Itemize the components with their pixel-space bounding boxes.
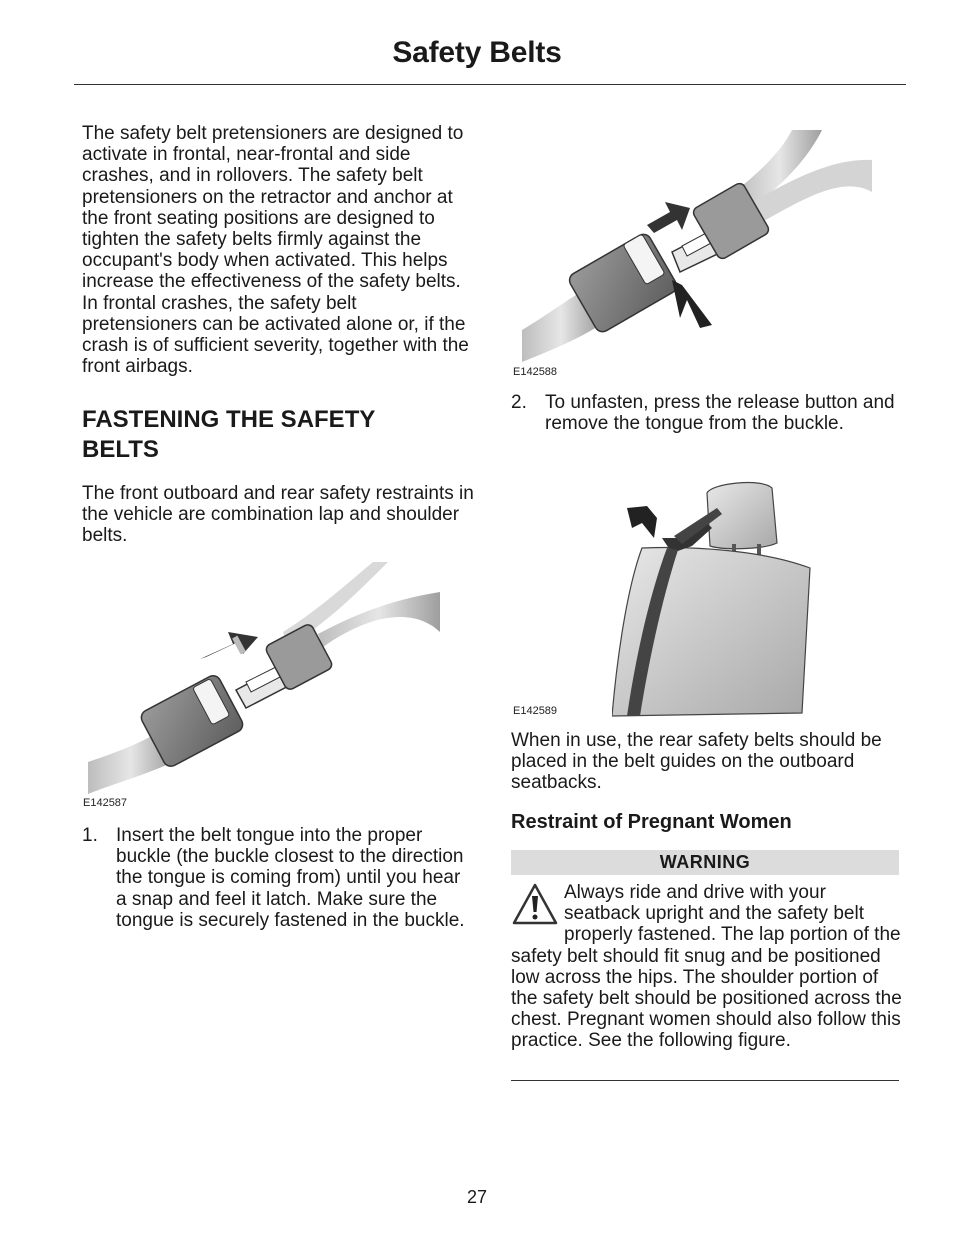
pregnant-women-subheading: Restraint of Pregnant Women [511,811,792,833]
warning-end-divider [511,1080,899,1081]
step-1-number: 1. [82,825,98,846]
combination-belts-paragraph: The front outboard and rear safety restraints in the vehicle are combination lap and shoulder belts. [82,483,474,547]
title-divider [74,84,906,85]
warning-text [511,882,903,1052]
pull-arrow-icon [647,202,690,233]
step-2-text: To unfasten, press the release button and remove the tongue from the buckle. [545,392,895,435]
warning-icon-spacer [511,882,564,945]
warning-bar: WARNING [511,850,899,875]
page-number: 27 [466,1187,488,1207]
belt-insert-illustration [88,562,440,800]
step-1-text: Insert the belt tongue into the proper buckle (the buckle closest to the direction the tongue is coming from) until you hear a snap and feel it latch. Make sure the tongue is securely fastened in the buckle. [116,825,465,931]
fastening-heading-line1: FASTENING THE SAFETY [82,406,376,433]
figure-label-e142589: E142589 [513,705,558,717]
insert-arrow-icon [200,632,258,659]
rear-belts-paragraph: When in use, the rear safety belts should be placed in the belt guides on the outboard seatbacks. [511,730,882,794]
belt-release-illustration [522,130,872,362]
intro-paragraph: The safety belt pretensioners are designed to activate in frontal, near-frontal and side crashes, and in rollovers. The safety belt pretensioners on the retractor and anchor at the front seating positions are designed to tighten the safety belts firmly against the occupant's body when activated. This helps increase the effectiveness of the safety belts. In frontal crashes, the safety belt pretensioners can be activated alone or, if the crash is of sufficient severity, together with the front airbags. [82,123,469,378]
step-2-number: 2. [511,392,527,413]
figure-label-e142587: E142587 [83,797,128,809]
fastening-heading [82,405,474,465]
guide-arrow-icon [627,506,657,538]
warning-text-body: Always ride and drive with your seatback upright and the safety belt properly fastened. The lap portion of the safety belt should fit snug and be positioned low across the hips. The shoulder portion of the safety belt should be positioned across the chest. Pregnant women should also follow this practice. See the following figure. [511,882,902,1052]
rear-seat-illustration [612,478,822,718]
fastening-heading-line2: BELTS [82,436,159,463]
figure-label-e142588: E142588 [513,366,558,378]
press-arrow-icon [672,280,712,328]
page-title: Safety Belts [392,36,562,69]
